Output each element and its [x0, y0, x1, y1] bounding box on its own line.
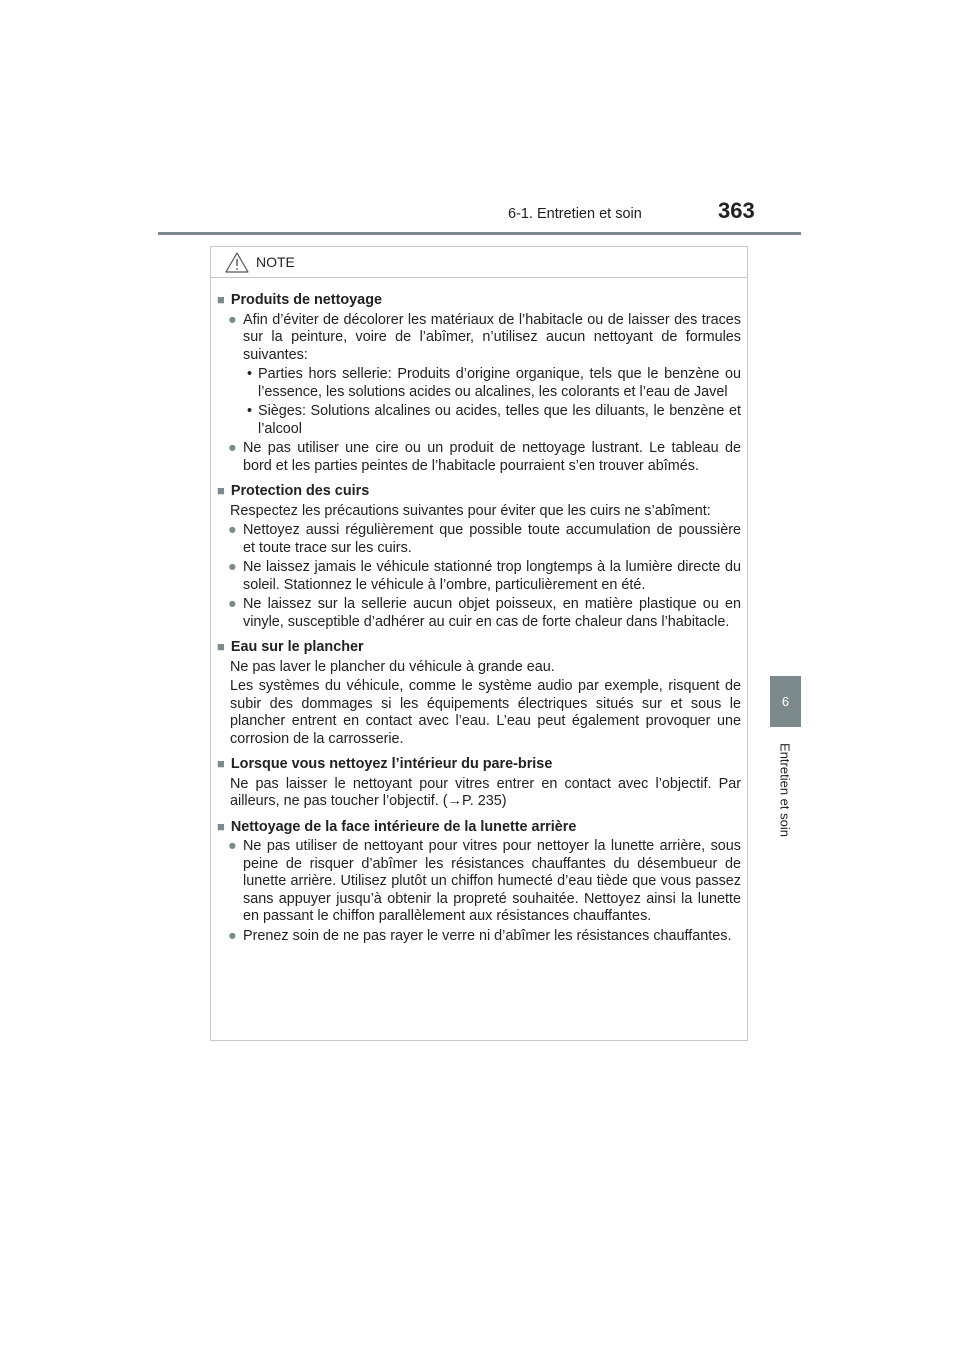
chapter-title: Entretien et soin — [777, 743, 793, 837]
header-divider — [158, 232, 801, 235]
section-heading — [217, 818, 741, 837]
item-text: Nettoyez aussi régulièrement que possible toute accumulation de poussière et toute trace sur les cuirs. — [243, 522, 741, 556]
item-text: Respectez les précautions suivantes pour éviter que les cuirs ne s’abîment: — [230, 502, 711, 519]
dot-list-item — [217, 838, 741, 926]
dot-list-item — [217, 596, 741, 631]
item-text: Ne laissez sur la sellerie aucun objet poisseux, en matière plastique ou en vinyle, susceptible d’adhérer au cuir en cas de forte chaleur dans l’habitacle. — [243, 596, 741, 630]
item-text: Sièges: Solutions alcalines ou acides, telles que les diluants, le benzène et l’alcool — [258, 403, 741, 437]
item-text: Ne pas laisser le nettoyant pour vitres entrer en contact avec l’objectif. Par ailleurs, ne pas toucher l’objectif. (→P. 235) — [230, 775, 741, 809]
dot-list-item — [217, 522, 741, 557]
section-heading-text: Produits de nettoyage — [230, 292, 382, 308]
small-bullet-icon: • — [247, 366, 253, 382]
section-heading — [217, 482, 741, 501]
paragraph — [217, 659, 741, 677]
note-header — [211, 247, 747, 278]
square-bullet-icon: ■ — [217, 818, 225, 834]
section-heading-text: Protection des cuirs — [230, 483, 370, 499]
square-bullet-icon: ■ — [217, 483, 225, 498]
item-text: Parties hors sellerie: Produits d’origine organique, tels que le benzène ou l’essence, les solutions acides ou alcalines, les colorants et l’eau de Javel — [258, 366, 741, 400]
section-title: 6-1. Entretien et soin — [508, 206, 642, 222]
item-text: Ne pas utiliser une cire ou un produit de nettoyage lustrant. Le tableau de bord et les parties peintes de l’habitacle pourraient s’en trouver abîmés. — [243, 440, 741, 474]
warning-triangle-icon — [225, 252, 249, 273]
paragraph — [217, 678, 741, 748]
circle-bullet-icon: ● — [228, 596, 237, 612]
item-text: Les systèmes du véhicule, comme le système audio par exemple, risquent de subir des dommages si les équipements électriques situés sur et sous le plancher entrent en contact avec l’eau. L’eau peut également provoquer une corrosion de la carrosserie. — [230, 678, 741, 747]
square-bullet-icon: ■ — [217, 756, 225, 771]
dot-list-item — [217, 312, 741, 365]
section-heading-text: Lorsque vous nettoyez l’intérieur du pare-brise — [230, 756, 553, 772]
note-label: NOTE — [256, 254, 295, 270]
note-box — [210, 246, 748, 1041]
circle-bullet-icon: ● — [228, 927, 237, 944]
item-text: Prenez soin de ne pas rayer le verre ni d’abîmer les résistances chauffantes. — [243, 927, 732, 944]
dot-list-item — [217, 440, 741, 475]
paragraph — [217, 776, 741, 811]
square-bullet-icon: ■ — [217, 292, 225, 307]
section-heading-text: Eau sur le plancher — [230, 639, 364, 655]
chapter-tab: 6 — [770, 676, 801, 727]
page-number: 363 — [718, 198, 755, 223]
small-bullet-icon: • — [247, 403, 253, 419]
dot-list-item — [217, 928, 741, 946]
note-body — [211, 278, 747, 945]
section-heading — [217, 638, 741, 657]
circle-bullet-icon: ● — [228, 838, 237, 854]
section-heading-text: Nettoyage de la face intérieure de la lunette arrière — [230, 818, 577, 835]
item-text: Ne pas laver le plancher du véhicule à grande eau. — [230, 658, 555, 675]
dot-list-item — [217, 559, 741, 594]
circle-bullet-icon: ● — [228, 440, 237, 456]
section-heading — [217, 755, 741, 774]
paragraph — [217, 503, 741, 521]
item-text: Afin d’éviter de décolorer les matériaux de l’habitacle ou de laisser des traces sur la peinture, voire de l’abîmer, n’utilisez aucun nettoyant de formules suivantes: — [243, 311, 741, 363]
sub-list-item — [217, 366, 741, 401]
circle-bullet-icon: ● — [228, 522, 237, 538]
sub-list-item — [217, 403, 741, 438]
item-text: Ne pas utiliser de nettoyant pour vitres pour nettoyer la lunette arrière, sous peine de risquer d’abîmer les résistances chauffantes du désembueur de lunette arrière. Utilisez plutôt un chiffon humecté d’eau tiède que vous passez sans appuyer jusqu’à obtenir la propreté souhaitée. Nettoyez ainsi la lunette en passant le chiffon parallèlement aux résistances chauffantes. — [243, 838, 741, 924]
section-heading — [217, 291, 741, 310]
item-text: Ne laissez jamais le véhicule stationné trop longtemps à la lumière directe du soleil. Stationnez le véhicule à l’ombre, particulièrement en été. — [243, 559, 741, 593]
circle-bullet-icon: ● — [228, 311, 237, 328]
circle-bullet-icon: ● — [228, 559, 237, 575]
square-bullet-icon: ■ — [217, 639, 225, 654]
